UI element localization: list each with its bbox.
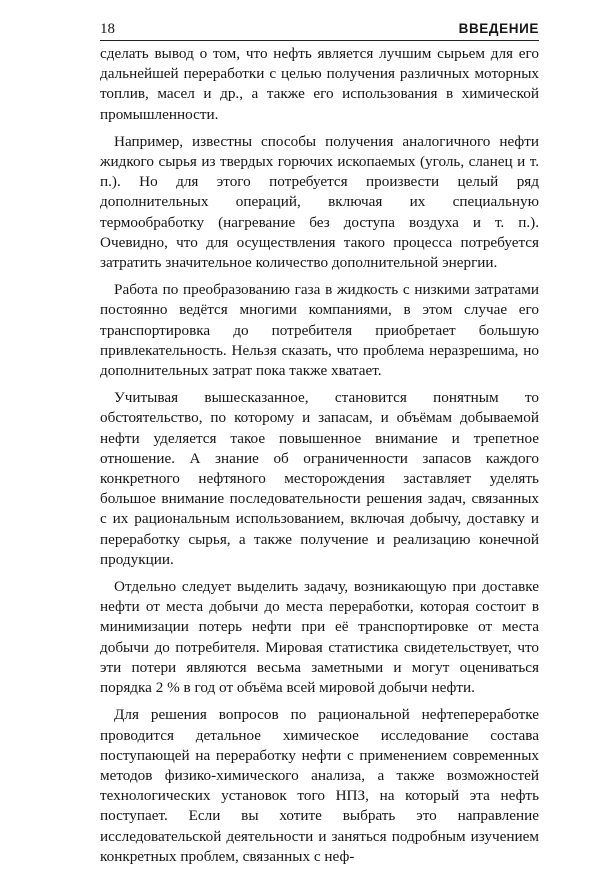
- section-title: ВВЕДЕНИЕ: [458, 21, 539, 36]
- paragraph-3: Работа по преобразованию газа в жидкость с низкими затратами постоянно ведётся многими компаниями, в этом случае его транспортировка до потребителя приобретает большую привлекательность. Нельзя сказать, что проблема неразрешима, но дополнительных затрат пока также хватает.: [100, 281, 539, 380]
- paragraph-4: Учитывая вышесказанное, становится понятным то обстоятельство, по которому и запасам, и объёмам добываемой нефти уделяется такое повышенное внимание и трепетное отношение. А знание об ограниченности запасов каждого конкретного нефтяного месторождения заставляет уделять большое внимание последовательности решения задач, связанных с их рациональным использованием, включая добычу, доставку и переработку сырья, а также получение и реализацию конечной продукции.: [100, 389, 539, 568]
- running-header: [100, 18, 539, 41]
- paragraph-2: Например, известны способы получения аналогичного нефти жидкого сырья из твердых горючих ископаемых (уголь, сланец и т. п.). Но для этого потребуется произвести целый ряд дополнительных операций, включая их специальную термообработку (нагревание без доступа воздуха и т. п.). Очевидно, что для осуществления такого процесса потребуется затратить значительное количество дополнительной энергии.: [100, 132, 539, 272]
- page-number: 18: [100, 21, 115, 37]
- paragraph-1: сделать вывод о том, что нефть является лучшим сырьем для его дальнейшей переработки с целью получения различных моторных топлив, масел и др., а также его использования в химической промышленности.: [100, 45, 539, 123]
- paragraph-6: Для решения вопросов по рациональной нефтепереработке проводится детальное химическое исследование состава поступающей на переработку нефти с применением современных методов физико-химического анализа, а также возможностей технологических установок того НПЗ, на который эта нефть поступает. Если вы хотите выбрать это направление исследовательской деятельности и заняться подробным изучением конкретных проблем, связанных с неф-: [100, 706, 539, 865]
- body-text: [100, 44, 539, 874]
- paragraph-5: Отдельно следует выделить задачу, возникающую при доставке нефти от места добычи до места переработки, которая состоит в минимизации потерь нефти при её транспортировке от места добычи до потребителя. Мировая статистика свидетельствует, что эти потери являются весьма заметными и могут оцениваться порядка 2 % в год от объёма всей мировой добычи нефти.: [100, 578, 539, 697]
